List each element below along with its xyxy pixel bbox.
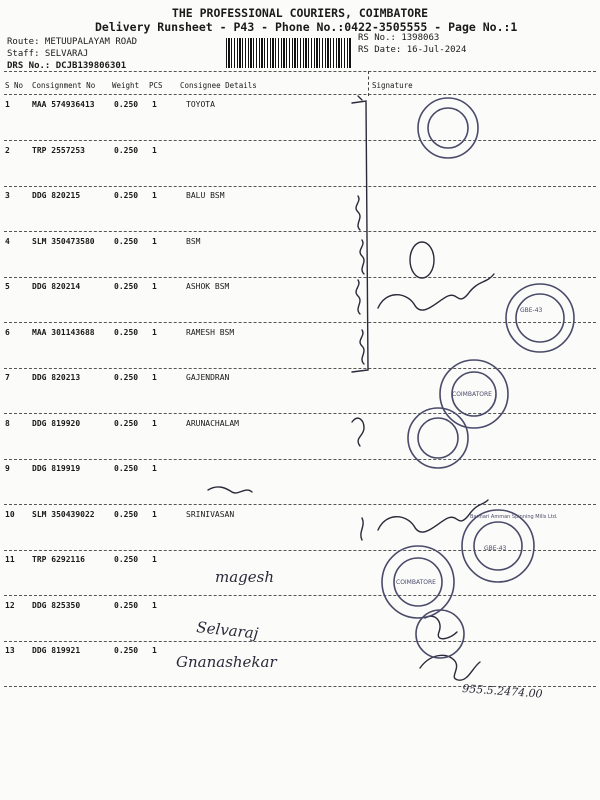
row-consignment-no: DDG 819921 xyxy=(32,646,81,655)
row-consignment-no: DDG 819920 xyxy=(32,418,81,428)
row-sno: 3 xyxy=(5,191,10,200)
row-pcs: 1 xyxy=(152,191,157,200)
row-pcs: 1 xyxy=(152,373,157,382)
tick-mark xyxy=(352,418,364,446)
stamp-circle xyxy=(418,98,478,158)
handwritten-name: magesh xyxy=(215,568,275,586)
stamp-city-text: COIMBATORE xyxy=(452,391,492,398)
row-weight: 0.250 xyxy=(114,327,139,337)
row-consignee: TOYOTA xyxy=(186,100,215,109)
stamp-code-text: GBE-43 xyxy=(484,545,507,552)
col-weight: Weight xyxy=(112,81,140,90)
row-consignment-no: MAA 574936413 xyxy=(32,100,95,109)
row-weight: 0.250 xyxy=(114,600,139,610)
handwritten-name: Gnanashekar xyxy=(176,653,277,671)
row-pcs: 1 xyxy=(152,100,157,109)
company-title: THE PROFESSIONAL COURIERS, COIMBATORE xyxy=(171,6,429,20)
row-pcs: 1 xyxy=(152,418,157,428)
staff-label: Staff: SELVARAJ xyxy=(7,49,89,59)
row-sno: 2 xyxy=(5,145,10,155)
row-weight: 0.250 xyxy=(114,100,139,109)
row-pcs: 1 xyxy=(152,236,157,246)
signature-scribble xyxy=(378,274,494,310)
tick-mark xyxy=(356,196,360,230)
bracket-mark xyxy=(352,101,368,372)
signature-scribble xyxy=(420,655,480,680)
row-pcs: 1 xyxy=(152,555,157,564)
initial-circle xyxy=(410,242,434,278)
row-consignment-no: DDG 820214 xyxy=(32,282,81,291)
row-consignment-no: SLM 350473580 xyxy=(32,236,95,246)
handwritten-name: Selvaraj xyxy=(195,618,260,643)
col-sno: S No xyxy=(5,81,24,90)
row-weight: 0.250 xyxy=(114,509,139,519)
handwritten-note: 955.5.2474.00 xyxy=(461,682,543,701)
row-pcs: 1 xyxy=(152,600,157,610)
col-consignee: Consignee Details xyxy=(180,81,257,90)
runsheet-title: Delivery Runsheet - P43 - Phone No.:0422-3505555 - Page No.:1 xyxy=(95,20,518,34)
row-consignee: BSM xyxy=(186,236,201,246)
row-pcs: 1 xyxy=(152,464,157,473)
row-weight: 0.250 xyxy=(114,555,139,564)
row-weight: 0.250 xyxy=(114,145,139,155)
drs-number: DRS No.: DCJB139806301 xyxy=(7,61,127,71)
row-consignee: ARUNACHALAM xyxy=(186,418,239,428)
tick-mark xyxy=(358,96,362,100)
tick-mark xyxy=(360,330,364,364)
row-sno: 7 xyxy=(5,373,10,382)
row-consignment-no: DDG 819919 xyxy=(32,464,81,473)
rs-date: RS Date: 16-Jul-2024 xyxy=(358,45,467,55)
row-consignment-no: MAA 301143688 xyxy=(32,327,95,337)
row-consignee: RAMESH BSM xyxy=(186,327,235,337)
row-sno: 10 xyxy=(5,509,15,519)
row-weight: 0.250 xyxy=(114,646,139,655)
row-pcs: 1 xyxy=(152,646,157,655)
row-weight: 0.250 xyxy=(114,236,139,246)
row-consignee: SRINIVASAN xyxy=(186,509,235,519)
col-signature: Signature xyxy=(372,81,413,90)
row-weight: 0.250 xyxy=(114,464,139,473)
row-weight: 0.250 xyxy=(114,373,139,382)
row-sno: 12 xyxy=(5,600,15,610)
stamp-city-text: COIMBATORE xyxy=(396,579,436,586)
row-weight: 0.250 xyxy=(114,282,139,291)
route-label: Route: METUUPALAYAM ROAD xyxy=(7,37,138,47)
row-sno: 13 xyxy=(5,646,15,655)
row-consignee: BALU BSM xyxy=(186,191,225,200)
row-pcs: 1 xyxy=(152,509,157,519)
row-consignment-no: TRP 6292116 xyxy=(32,555,85,564)
col-consignment: Consignment No xyxy=(32,81,96,90)
row-weight: 0.250 xyxy=(114,418,139,428)
row-pcs: 1 xyxy=(152,145,157,155)
row-consignment-no: TRP 2557253 xyxy=(32,145,85,155)
stamp-mill-text: Bannari Amman Spinning Mills Ltd. xyxy=(470,514,558,520)
rs-number: RS No.: 1398063 xyxy=(358,33,440,43)
row-consignee: ASHOK BSM xyxy=(186,282,230,291)
row-consignment-no: DDG 820215 xyxy=(32,191,81,200)
row-sno: 4 xyxy=(5,236,10,246)
tick-mark xyxy=(360,240,364,274)
row-sno: 8 xyxy=(5,418,10,428)
tick-mark xyxy=(356,280,360,314)
signature-scribble xyxy=(425,616,457,639)
row-sno: 9 xyxy=(5,464,10,473)
stamp-code-text: GBE-43 xyxy=(520,307,543,314)
stamp-circle xyxy=(408,408,468,468)
row-sno: 11 xyxy=(5,555,15,564)
row-sno: 1 xyxy=(5,100,10,109)
row-consignee: GAJENDRAN xyxy=(186,373,230,382)
row-pcs: 1 xyxy=(152,327,157,337)
row-consignment-no: DDG 820213 xyxy=(32,373,81,382)
signature-scribble xyxy=(208,487,252,493)
col-pcs: PCS xyxy=(149,81,163,90)
row-weight: 0.250 xyxy=(114,191,139,200)
row-pcs: 1 xyxy=(152,282,157,291)
row-sno: 5 xyxy=(5,282,10,291)
row-consignment-no: DDG 825350 xyxy=(32,600,81,610)
stamp-circle xyxy=(416,610,464,658)
row-sno: 6 xyxy=(5,327,10,337)
tick-mark xyxy=(361,518,363,540)
row-consignment-no: SLM 350439022 xyxy=(32,509,95,519)
